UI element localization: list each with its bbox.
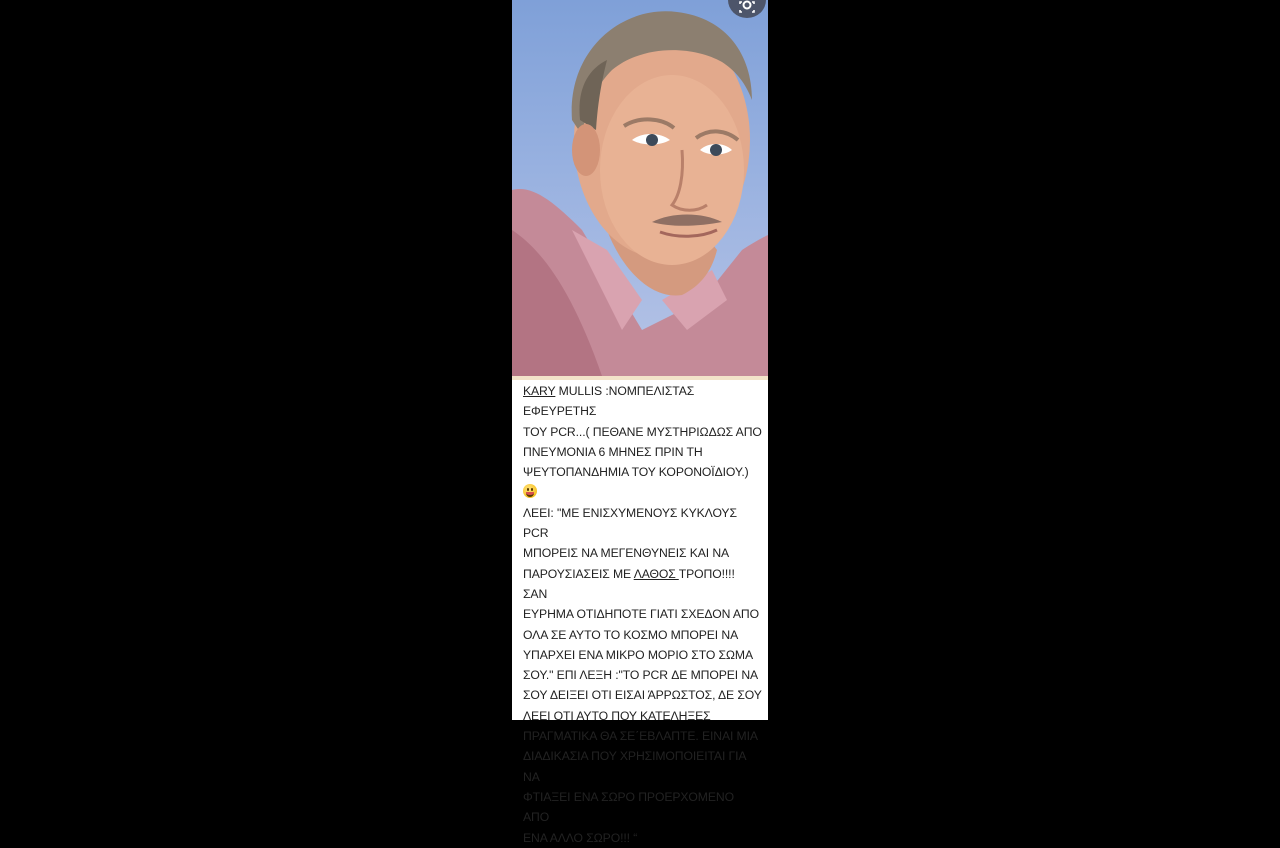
caption-line: ΟΛΑ ΣΕ ΑΥΤΟ ΤΟ ΚΟΣΜΟ ΜΠΟΡΕΙ ΝΑ [523,627,739,642]
caption-line: ΛΕΕΙ: "ΜΕ ΕΝΙΣΧΥΜΕΝΟΥΣ ΚΥΚΛΟΥΣ PCR [523,505,737,541]
caption-line: ΥΠΑΡΧΕΙ ΕΝΑ ΜΙΚΡΟ ΜΟΡΙΟ ΣΤΟ ΣΩΜΑ [523,647,754,662]
post-card [512,0,768,845]
caption-line: ΠΡΑΓΜΑΤΙΚΑ ΘΑ ΣΕ΄ΕΒΛΑΠΤΕ. ΕΙΝΑΙ ΜΙΑ [523,729,758,744]
caption-line: ΕΥΡΗΜΑ ΟΤΙΔΗΠΟΤΕ ΓΙΑΤΙ ΣΧΕΔΟΝ ΑΠΟ [523,607,759,622]
post-caption: KARY MULLIS :ΝΟΜΠΕΛΙΣΤΑΣ ΕΦΕΥΡΕΤΗΣ ΤΟΥ PCR...( ΠΕΘΑΝΕ ΜΥΣΤΗΡΙΩΔΩΣ ΑΠΟ ΠΝΕΥΜΟΝΙΑ 6 ΜΗΝΕΣ ΠΡΙΝ ΤΗ ΨΕΥΤΟΠΑΝΔΗΜΙΑ ΤΟΥ ΚΟΡΟΝΟΪΔΙΟΥ.) ΛΕΕΙ: "ΜΕ ΕΝΙΣΧΥΜΕΝΟΥΣ ΚΥΚΛΟΥΣ PCR ΜΠΟΡΕΙΣ ΝΑ ΜΕΓΕΝΘΥΝΕΙΣ ΚΑΙ ΝΑ ΠΑΡΟΥΣΙΑΣΕΙΣ ΜΕ ΛΑΘΟΣ ΤΡΟΠΟ!!!! ΣΑΝ ΕΥΡΗΜΑ ΟΤΙΔΗΠΟΤΕ ΓΙΑΤΙ ΣΧΕΔΟΝ ΑΠΟ ΟΛΑ ΣΕ ΑΥΤΟ ΤΟ ΚΟΣΜΟ ΜΠΟΡΕΙ ΝΑ ΥΠΑΡΧΕΙ ΕΝΑ ΜΙΚΡΟ ΜΟΡΙΟ ΣΤΟ ΣΩΜΑ ΣΟΥ." ΕΠΙ ΛΕΞΗ :"ΤΟ PCR ΔΕ ΜΠΟΡΕΙ ΝΑ ΣΟΥ ΔΕΙΞΕΙ ΟΤΙ ΕΙΣΑΙ ΆΡΡΩΣΤΟΣ, ΔΕ ΣΟΥ ΛΕΕΙ ΟΤΙ ΑΥΤΟ ΠΟΥ ΚΑΤΕΛΗΞΕΣ ΠΡΑΓΜΑΤΙΚΑ ΘΑ ΣΕ΄ΕΒΛΑΠΤΕ. ΕΙΝΑΙ ΜΙΑ ΔΙΑΔΙΚΑΣΙΑ ΠΟΥ ΧΡΗΣΙΜΟΠΟΙΕΙΤΑΙ ΓΙΑ ΝΑ ΦΤΙΑΞΕΙ ΕΝΑ ΣΩΡΟ ΠΡΟΕΡΧΟΜΕΝΟ ΑΠΟ ΕΝΑ ΑΛΛΟ ΣΩΡΟ!!! “ [512,380,768,848]
caption-line: ΤΟΥ PCR...( ΠΕΘΑΝΕ ΜΥΣΤΗΡΙΩΔΩΣ ΑΠΟ [523,424,762,439]
caption-name-link[interactable]: KARY [523,384,556,398]
smiling-face-emoji-icon [523,484,537,498]
caption-line: ΣΟΥ ΔΕΙΞΕΙ ΟΤΙ ΕΙΣΑΙ ΆΡΡΩΣΤΟΣ, ΔΕ ΣΟΥ [523,688,762,703]
portrait-illustration [512,0,768,376]
caption-line: ΜΠΟΡΕΙΣ ΝΑ ΜΕΓΕΝΘΥΝΕΙΣ ΚΑΙ ΝΑ [523,546,730,561]
caption-line: ΔΙΑΔΙΚΑΣΙΑ ΠΟΥ ΧΡΗΣΙΜΟΠΟΙΕΙΤΑΙ ΓΙΑ ΝΑ [523,749,746,784]
caption-underlined-word: ΛΑΘΟΣ [633,566,679,581]
caption-line: ΣΟΥ." ΕΠΙ ΛΕΞΗ :"ΤΟ PCR ΔΕ ΜΠΟΡΕΙ ΝΑ [523,668,759,683]
caption-line: ΛΕΕΙ ΟΤΙ ΑΥΤΟ ΠΟΥ ΚΑΤΕΛΗΞΕΣ [523,708,711,723]
caption-line: ΨΕΥΤΟΠΑΝΔΗΜΙΑ ΤΟΥ ΚΟΡΟΝΟΪΔΙΟΥ.) [523,465,749,480]
caption-line: ΠΝΕΥΜΟΝΙΑ 6 ΜΗΝΕΣ ΠΡΙΝ ΤΗ [523,444,703,459]
caption-line: ΕΝΑ ΑΛΛΟ ΣΩΡΟ!!! “ [523,830,638,845]
caption-line: ΦΤΙΑΞΕΙ ΕΝΑ ΣΩΡΟ ΠΡΟΕΡΧΟΜΕΝΟ ΑΠΟ [523,789,734,825]
portrait-photo[interactable] [512,0,768,376]
